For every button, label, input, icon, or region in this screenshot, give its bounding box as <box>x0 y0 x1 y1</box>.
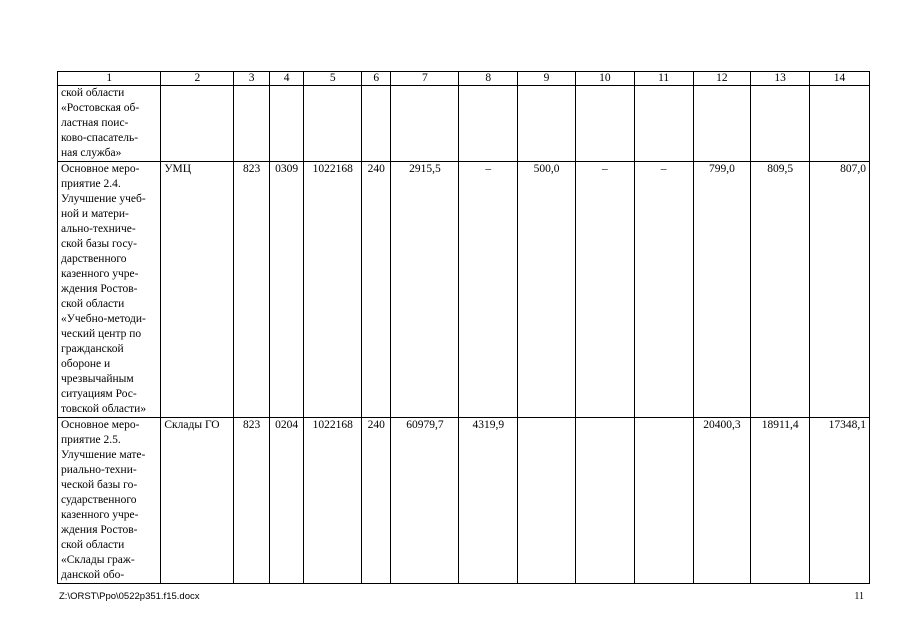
column-header: 5 <box>304 72 362 86</box>
year-cell <box>810 86 870 162</box>
column-header: 4 <box>269 72 303 86</box>
column-header: 6 <box>362 72 391 86</box>
year-cell: 20400,3 <box>693 418 751 584</box>
row-name-cell: Основное меро- приятие 2.5. Улучшение мате- риально-техни- ческой базы го- сударственного казенного учре- ждения Ростов- ской области «Склады граж- данской обо- <box>58 418 161 584</box>
year-cell <box>634 418 693 584</box>
year-cell <box>751 86 810 162</box>
total-cell: 2915,5 <box>391 162 459 418</box>
row-name-cell: ской области «Ростовская об- ластная поис- ково-спасатель- ная служба» <box>58 86 161 162</box>
column-header: 2 <box>161 72 234 86</box>
total-cell <box>391 86 459 162</box>
section-cell: 0204 <box>269 418 303 584</box>
year-cell: 4319,9 <box>459 418 518 584</box>
grbs-cell: 823 <box>234 418 269 584</box>
year-cell <box>575 86 634 162</box>
page-number: 11 <box>854 591 864 602</box>
footer-file-path: Z:\ORST\Ppo\0522p351.f15.docx <box>59 591 200 602</box>
year-cell: 500,0 <box>518 162 576 418</box>
row-name-cell: Основное меро- приятие 2.4. Улучшение учеб- ной и матери- ально-техниче- ской базы госу- дарственного казенного учре- ждения Ростов- ской области «Учебно-методи- ческий центр по гражданской обороне и чрезвычайным ситуациям Рос- товской области» <box>58 162 161 418</box>
table-row <box>58 162 870 418</box>
column-header: 8 <box>459 72 518 86</box>
column-header: 9 <box>518 72 576 86</box>
year-cell: – <box>575 162 634 418</box>
table-row <box>58 418 870 584</box>
year-cell: 17348,1 <box>810 418 870 584</box>
table-row <box>58 86 870 162</box>
section-cell <box>269 86 303 162</box>
year-cell <box>518 418 576 584</box>
year-cell: – <box>459 162 518 418</box>
table-header-row <box>58 72 870 86</box>
expense-type-cell: 240 <box>362 418 391 584</box>
year-cell <box>575 418 634 584</box>
grbs-cell <box>234 86 269 162</box>
target-article-cell <box>304 86 362 162</box>
executor-cell: Склады ГО <box>161 418 234 584</box>
target-article-cell: 1022168 <box>304 418 362 584</box>
column-header: 7 <box>391 72 459 86</box>
year-cell: – <box>634 162 693 418</box>
year-cell: 799,0 <box>693 162 751 418</box>
column-header: 10 <box>575 72 634 86</box>
grbs-cell: 823 <box>234 162 269 418</box>
year-cell: 18911,4 <box>751 418 810 584</box>
target-article-cell: 1022168 <box>304 162 362 418</box>
year-cell <box>459 86 518 162</box>
section-cell: 0309 <box>269 162 303 418</box>
total-cell: 60979,7 <box>391 418 459 584</box>
year-cell <box>634 86 693 162</box>
column-header: 3 <box>234 72 269 86</box>
expense-type-cell <box>362 86 391 162</box>
column-header: 11 <box>634 72 693 86</box>
year-cell: 807,0 <box>810 162 870 418</box>
year-cell <box>693 86 751 162</box>
column-header: 1 <box>58 72 161 86</box>
expense-type-cell: 240 <box>362 162 391 418</box>
budget-table <box>57 71 870 584</box>
column-header: 12 <box>693 72 751 86</box>
year-cell: 809,5 <box>751 162 810 418</box>
column-header: 13 <box>751 72 810 86</box>
year-cell <box>518 86 576 162</box>
column-header: 14 <box>810 72 870 86</box>
executor-cell: УМЦ <box>161 162 234 418</box>
executor-cell <box>161 86 234 162</box>
